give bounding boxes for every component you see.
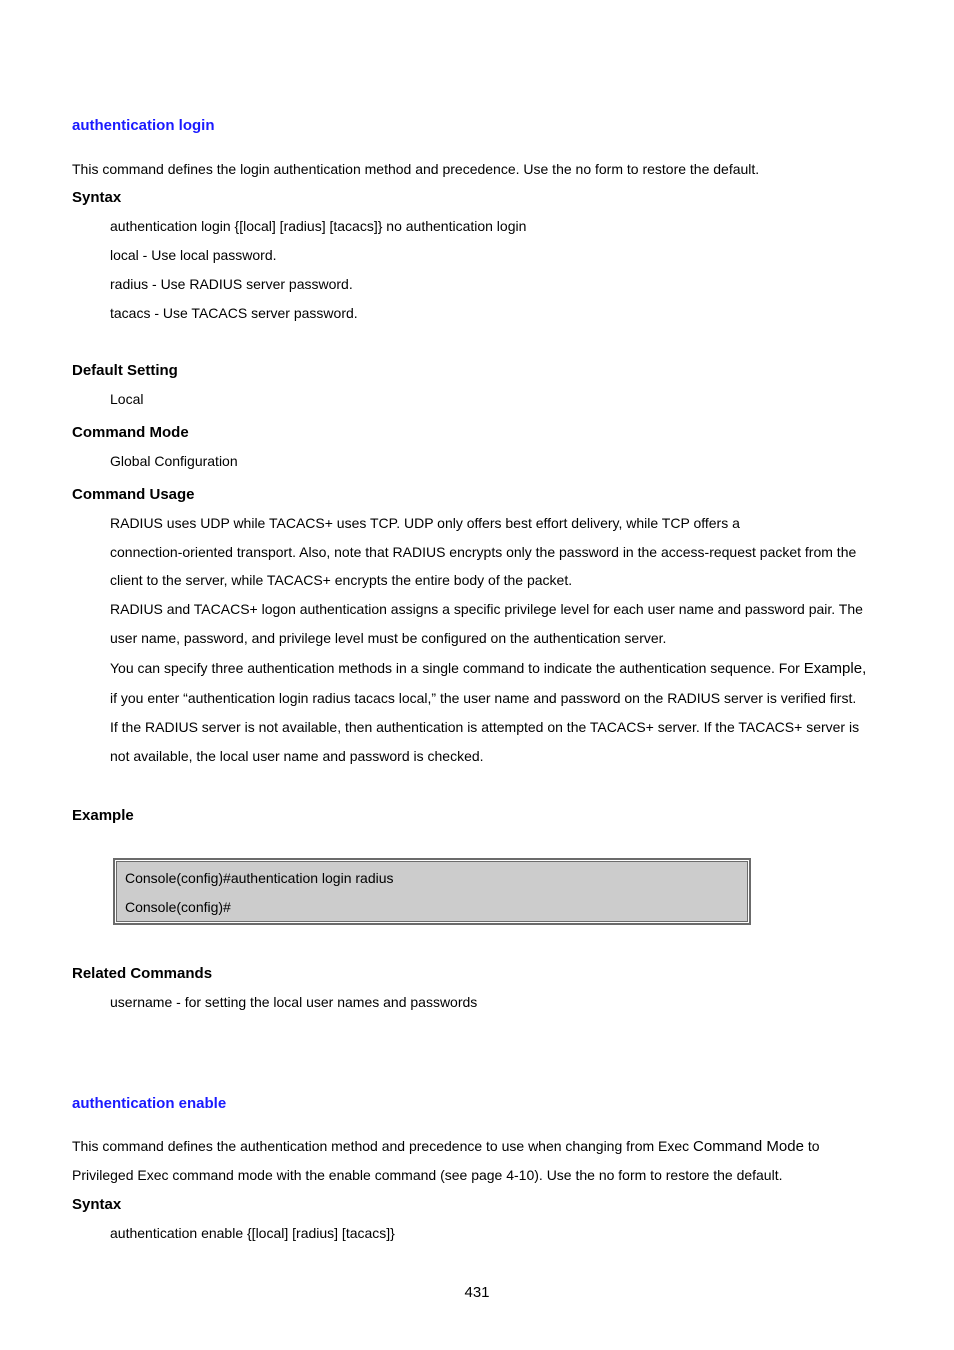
example-heading: Example (72, 807, 134, 824)
usage-line: client to the server, while TACACS+ encrypts the entire body of the packet. (110, 572, 573, 588)
command-mode-heading: Command Mode (72, 424, 189, 441)
section-intro (72, 1138, 820, 1155)
usage-line: RADIUS and TACACS+ logon authentication assigns a specific privilege level for each user name and password pair. The (110, 601, 863, 617)
command-usage-heading: Command Usage (72, 486, 195, 503)
syntax-line: local - Use local password. (110, 247, 277, 263)
syntax-line: radius - Use RADIUS server password. (110, 276, 353, 292)
syntax-heading: Syntax (72, 189, 122, 206)
command-mode-value: Global Configuration (110, 453, 238, 469)
usage-line: user name, password, and privilege level must be configured on the authentication server. (110, 630, 667, 646)
section-title-authentication-enable: authentication enable (72, 1095, 227, 1112)
usage-example-word: Example, (803, 660, 867, 677)
page-number: 431 (464, 1284, 490, 1301)
console-example-box (113, 858, 751, 925)
related-commands-heading: Related Commands (72, 965, 213, 982)
related-commands-value: username - for setting the local user names and passwords (110, 994, 478, 1010)
usage-line: connection-oriented transport. Also, note that RADIUS encrypts only the password in the access-request packet from the (110, 544, 857, 560)
usage-line: RADIUS uses UDP while TACACS+ uses TCP. UDP only offers best effort delivery, while TCP offers a (110, 515, 740, 531)
default-setting-heading: Default Setting (72, 362, 178, 379)
section-intro-line2: Privileged Exec command mode with the enable command (see page 4-10). Use the no form to restore the default. (72, 1167, 783, 1183)
syntax-heading: Syntax (72, 1196, 122, 1213)
intro-text: to (803, 1138, 820, 1154)
usage-text: You can specify three authentication methods in a single command to indicate the authentication sequence. For (110, 660, 804, 676)
default-setting-value: Local (110, 391, 144, 407)
section-title-authentication-login: authentication login (72, 117, 215, 134)
usage-line: not available, the local user name and password is checked. (110, 748, 484, 764)
usage-line: if you enter “authentication login radius tacacs local,” the user name and password on the RADIUS server is verified first. (110, 690, 857, 706)
section-intro: This command defines the login authentication method and precedence. Use the no form to restore the default. (72, 161, 760, 177)
intro-command-mode: Command Mode (693, 1138, 804, 1155)
syntax-line: tacacs - Use TACACS server password. (110, 305, 358, 321)
syntax-line: authentication enable {[local] [radius] [tacacs]} (110, 1225, 395, 1241)
console-line: Console(config)# (125, 899, 231, 915)
console-line: Console(config)#authentication login radius (125, 870, 394, 886)
syntax-line: authentication login {[local] [radius] [tacacs]} no authentication login (110, 218, 527, 234)
intro-text: This command defines the authentication method and precedence to use when changing from Exec (72, 1138, 694, 1154)
usage-line: If the RADIUS server is not available, then authentication is attempted on the TACACS+ server. If the TACACS+ server is (110, 719, 860, 735)
usage-line (110, 660, 866, 677)
